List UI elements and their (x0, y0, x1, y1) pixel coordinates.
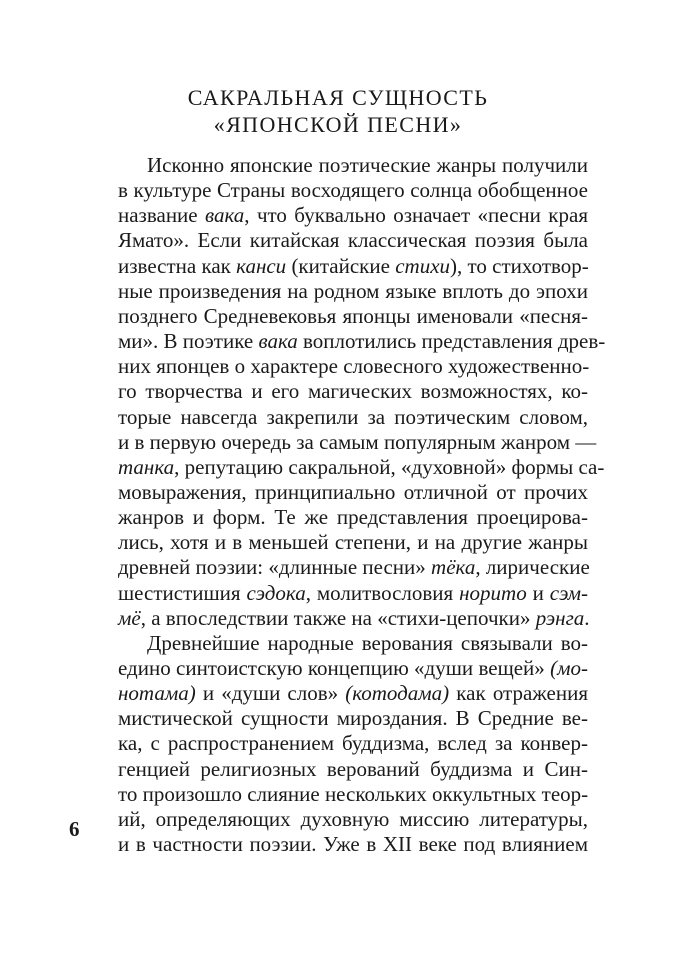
page-number: 6 (69, 817, 80, 841)
text-run: древней поэзии: «длинные песни» (118, 555, 432, 580)
text-line (118, 606, 588, 631)
text-line (118, 530, 588, 555)
text-run: Исконно японские поэтические жанры получили (147, 153, 588, 177)
text-line (118, 379, 588, 404)
text-line (118, 254, 588, 279)
text-run: и в частности поэзии. Уже в XII веке под влиянием (118, 832, 588, 857)
text-line (118, 731, 588, 756)
text-run: , а впоследствии также на «стихи-цепочки» (140, 605, 536, 630)
text-run: воплотились представления древ- (297, 329, 606, 354)
text-line (118, 203, 588, 228)
text-run: едино синтоистскую концепцию «души вещей» (118, 656, 551, 680)
italic-term: сэдока (246, 580, 306, 605)
italic-term: мё (118, 605, 141, 630)
text-line (118, 807, 588, 832)
text-run: торые навсегда закрепили за поэтическим словом, (118, 404, 588, 429)
text-run: шестистишия (118, 580, 247, 605)
text-line (118, 782, 588, 807)
text-run: то произошло слияние нескольких оккультных теор- (118, 781, 589, 806)
text-run: известна как (118, 253, 237, 278)
text-run: (китайские (286, 253, 396, 278)
text-run: жанров и форм. Те же представления проецирова- (118, 505, 588, 530)
text-line (118, 178, 588, 203)
italic-term: сэм- (549, 580, 588, 605)
text-run: мистической сущности мироздания. В Средние ве- (118, 706, 588, 731)
text-run: генцией религиозных верований буддизма и Син- (118, 756, 588, 781)
text-line (118, 706, 588, 731)
text-run: название (118, 203, 206, 228)
text-line (118, 480, 588, 505)
text-run: ), то стихотвор- (450, 253, 589, 278)
text-run: . (584, 605, 590, 630)
text-run: и (526, 580, 550, 605)
text-line (118, 555, 588, 580)
text-run: лись, хотя и в меньшей степени, и на другие жанры (118, 530, 588, 555)
italic-term: нотама) (118, 681, 196, 706)
text-run: го творчества и его магических возможностях, ко- (118, 379, 588, 404)
text-line (118, 304, 588, 329)
italic-term: норито (459, 580, 527, 605)
text-run: ка, с распространением буддизма, вслед за конвер- (118, 731, 588, 756)
italic-term: канси (236, 253, 287, 278)
italic-term: вака (258, 329, 298, 354)
italic-term: стихи (395, 253, 451, 278)
italic-term: (котодама) (345, 681, 450, 706)
text-run: ми». В поэтике (118, 329, 259, 354)
text-line (118, 757, 588, 782)
text-run: Ямато». Если китайская классическая поэзия была (118, 228, 588, 253)
italic-term: тёка (431, 555, 476, 580)
text-run: и «души слов» (195, 681, 346, 706)
chapter-title-line-1: САКРАЛЬНАЯ СУЩНОСТЬ (187, 85, 489, 110)
text-run: , молитвословия (305, 580, 460, 605)
text-line (118, 681, 588, 706)
text-run: , что буквально означает «песни края (244, 203, 588, 228)
text-run: Древнейшие народные верования связывали во- (147, 630, 588, 655)
text-run: , лирические (475, 555, 590, 580)
text-run: них японцев о характере словесного художественно- (118, 354, 590, 379)
text-line (118, 228, 588, 253)
text-run: и в первую очередь за самым популярным жанром — (118, 429, 597, 454)
italic-term: (мо- (550, 656, 588, 680)
chapter-title-line-2: «ЯПОНСКОЙ ПЕСНИ» (213, 112, 463, 137)
text-run: мовыражения, принципиально отличной от прочих (118, 479, 588, 504)
text-line (118, 329, 606, 354)
text-run: как отражения (449, 681, 588, 706)
text-run: в культуре Страны восходящего солнца обобщенное (118, 178, 588, 203)
text-line (147, 631, 588, 656)
text-line (118, 454, 605, 480)
text-line (118, 429, 597, 455)
text-line (118, 505, 588, 530)
italic-term: танка (118, 454, 175, 479)
text-line (118, 279, 588, 304)
text-line (118, 832, 588, 857)
text-run: позднего Средневековья японцы именовали «песня- (118, 303, 588, 328)
text-line (118, 656, 588, 681)
text-line (147, 153, 588, 178)
italic-term: рэнга (535, 605, 585, 630)
italic-term: вака (205, 203, 245, 228)
text-line (118, 405, 588, 430)
text-line (118, 354, 588, 379)
text-line (118, 581, 588, 606)
text-run: ий, определяющих духовную миссию литературы, (118, 806, 588, 831)
text-run: , репутацию сакральной, «духовной» формы са- (174, 454, 605, 479)
text-run: ные произведения на родном языке вплоть до эпохи (118, 278, 588, 303)
